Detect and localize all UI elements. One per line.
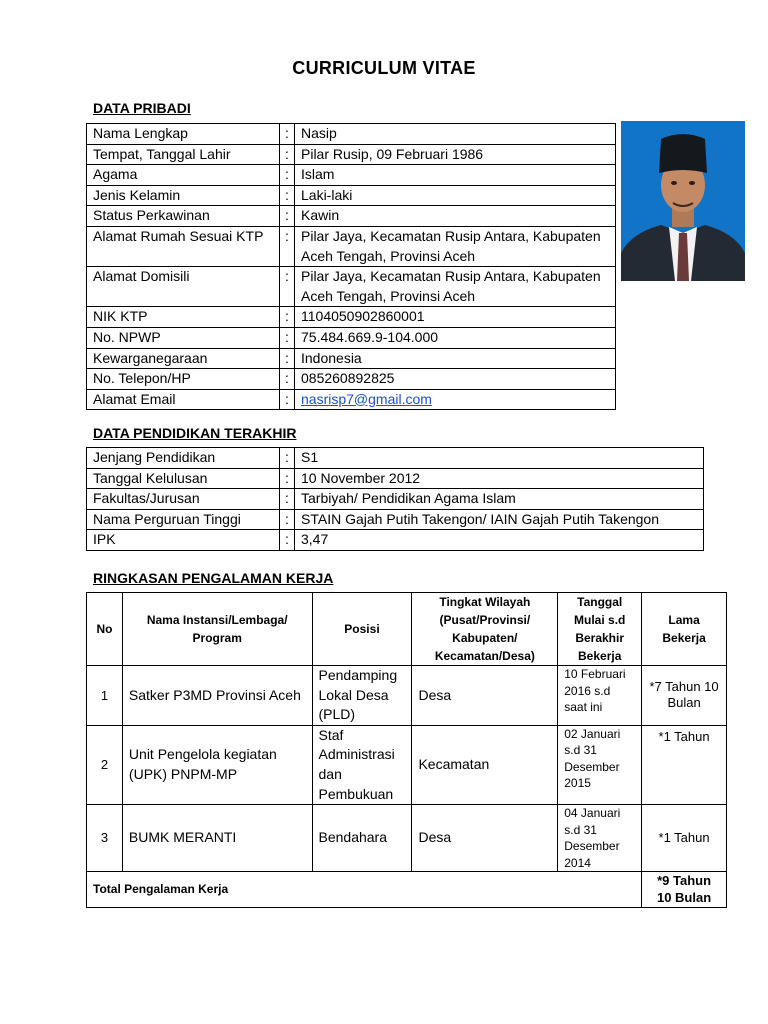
row-label: No. NPWP bbox=[87, 327, 280, 348]
table-row bbox=[87, 530, 704, 551]
table-row bbox=[87, 124, 616, 145]
colon: : bbox=[280, 185, 295, 206]
row-label: Nama Perguruan Tinggi bbox=[87, 509, 280, 530]
table-row bbox=[87, 348, 616, 369]
education-table bbox=[86, 447, 704, 551]
row-value: Islam bbox=[295, 165, 616, 186]
table-row bbox=[87, 226, 616, 266]
row-label: Tempat, Tanggal Lahir bbox=[87, 144, 280, 165]
cell-wilayah: Desa bbox=[412, 805, 558, 872]
cell-instansi: Unit Pengelola kegiatan (UPK) PNPM-MP bbox=[122, 725, 312, 804]
header-instansi: Nama Instansi/Lembaga/ Program bbox=[122, 593, 312, 666]
table-header-row bbox=[87, 593, 727, 666]
colon: : bbox=[280, 206, 295, 227]
row-label: Alamat Rumah Sesuai KTP bbox=[87, 226, 280, 266]
cell-posisi: Bendahara bbox=[312, 805, 412, 872]
table-row bbox=[87, 327, 616, 348]
table-row bbox=[87, 165, 616, 186]
cell-lama: *7 Tahun 10 Bulan bbox=[642, 666, 727, 726]
colon: : bbox=[280, 530, 295, 551]
cell-no: 3 bbox=[87, 805, 123, 872]
total-value: *9 Tahun 10 Bulan bbox=[642, 872, 727, 908]
header-lama: Lama Bekerja bbox=[642, 593, 727, 666]
row-label: Tanggal Kelulusan bbox=[87, 468, 280, 489]
cell-posisi: Staf Administrasi dan Pembukuan bbox=[312, 725, 412, 804]
email-link[interactable]: nasrisp7@gmail.com bbox=[301, 390, 432, 407]
colon: : bbox=[280, 468, 295, 489]
colon: : bbox=[280, 226, 295, 266]
row-label: Agama bbox=[87, 165, 280, 186]
cell-no: 2 bbox=[87, 725, 123, 804]
table-row bbox=[87, 468, 704, 489]
row-label: Status Perkawinan bbox=[87, 206, 280, 227]
colon: : bbox=[280, 165, 295, 186]
row-value: Pilar Jaya, Kecamatan Rusip Antara, Kabupaten Aceh Tengah, Provinsi Aceh bbox=[295, 267, 616, 307]
total-row bbox=[87, 872, 727, 908]
cell-instansi: BUMK MERANTI bbox=[122, 805, 312, 872]
cell-no: 1 bbox=[87, 666, 123, 726]
row-label: Jenjang Pendidikan bbox=[87, 448, 280, 469]
section-heading-experience: RINGKASAN PENGALAMAN KERJA bbox=[93, 570, 334, 586]
total-label: Total Pengalaman Kerja bbox=[87, 872, 642, 908]
colon: : bbox=[280, 389, 295, 410]
table-row bbox=[87, 144, 616, 165]
profile-photo bbox=[621, 121, 745, 281]
cell-tanggal: 10 Februari 2016 s.d saat ini bbox=[558, 666, 642, 726]
table-row bbox=[87, 448, 704, 469]
section-heading-education: DATA PENDIDIKAN TERAKHIR bbox=[93, 425, 297, 441]
row-label: Alamat Domisili bbox=[87, 267, 280, 307]
colon: : bbox=[280, 327, 295, 348]
table-row bbox=[87, 206, 616, 227]
cell-lama: *1 Tahun bbox=[642, 725, 727, 804]
row-value: Kawin bbox=[295, 206, 616, 227]
cell-tanggal: 04 Januari s.d 31 Desember 2014 bbox=[558, 805, 642, 872]
personal-data-table bbox=[86, 123, 616, 410]
row-value: 75.484.669.9-104.000 bbox=[295, 327, 616, 348]
cell-posisi: Pendamping Lokal Desa (PLD) bbox=[312, 666, 412, 726]
colon: : bbox=[280, 267, 295, 307]
row-value: Nasip bbox=[295, 124, 616, 145]
colon: : bbox=[280, 144, 295, 165]
row-value: STAIN Gajah Putih Takengon/ IAIN Gajah Putih Takengon bbox=[295, 509, 704, 530]
colon: : bbox=[280, 124, 295, 145]
colon: : bbox=[280, 307, 295, 328]
cell-wilayah: Desa bbox=[412, 666, 558, 726]
colon: : bbox=[280, 448, 295, 469]
header-wilayah: Tingkat Wilayah (Pusat/Provinsi/ Kabupaten/ Kecamatan/Desa) bbox=[412, 593, 558, 666]
table-row bbox=[87, 389, 616, 410]
table-row bbox=[87, 307, 616, 328]
row-value: 10 November 2012 bbox=[295, 468, 704, 489]
row-label: Fakultas/Jurusan bbox=[87, 489, 280, 510]
row-value: Tarbiyah/ Pendidikan Agama Islam bbox=[295, 489, 704, 510]
row-value: Pilar Rusip, 09 Februari 1986 bbox=[295, 144, 616, 165]
row-label: Kewarganegaraan bbox=[87, 348, 280, 369]
colon: : bbox=[280, 509, 295, 530]
portrait-image bbox=[621, 121, 745, 281]
row-label: Nama Lengkap bbox=[87, 124, 280, 145]
table-row bbox=[87, 805, 727, 872]
table-row bbox=[87, 267, 616, 307]
header-tanggal: Tanggal Mulai s.d Berakhir Bekerja bbox=[558, 593, 642, 666]
row-label: No. Telepon/HP bbox=[87, 369, 280, 390]
table-row bbox=[87, 369, 616, 390]
row-label: Jenis Kelamin bbox=[87, 185, 280, 206]
cell-instansi: Satker P3MD Provinsi Aceh bbox=[122, 666, 312, 726]
row-value: Indonesia bbox=[295, 348, 616, 369]
table-row bbox=[87, 725, 727, 804]
row-label: NIK KTP bbox=[87, 307, 280, 328]
row-value: 085260892825 bbox=[295, 369, 616, 390]
row-value: Laki-laki bbox=[295, 185, 616, 206]
row-value: S1 bbox=[295, 448, 704, 469]
row-value bbox=[295, 389, 616, 410]
row-value: 3,47 bbox=[295, 530, 704, 551]
cell-wilayah: Kecamatan bbox=[412, 725, 558, 804]
row-value: 1104050902860001 bbox=[295, 307, 616, 328]
colon: : bbox=[280, 369, 295, 390]
table-row bbox=[87, 666, 727, 726]
section-heading-personal: DATA PRIBADI bbox=[93, 100, 191, 116]
cell-lama: *1 Tahun bbox=[642, 805, 727, 872]
experience-table bbox=[86, 592, 727, 908]
cell-tanggal: 02 Januari s.d 31 Desember 2015 bbox=[558, 725, 642, 804]
page-title: CURRICULUM VITAE bbox=[292, 58, 476, 78]
colon: : bbox=[280, 348, 295, 369]
colon: : bbox=[280, 489, 295, 510]
header-no: No bbox=[87, 593, 123, 666]
row-value: Pilar Jaya, Kecamatan Rusip Antara, Kabupaten Aceh Tengah, Provinsi Aceh bbox=[295, 226, 616, 266]
table-row bbox=[87, 509, 704, 530]
row-label: IPK bbox=[87, 530, 280, 551]
header-posisi: Posisi bbox=[312, 593, 412, 666]
row-label: Alamat Email bbox=[87, 389, 280, 410]
table-row bbox=[87, 489, 704, 510]
table-row bbox=[87, 185, 616, 206]
